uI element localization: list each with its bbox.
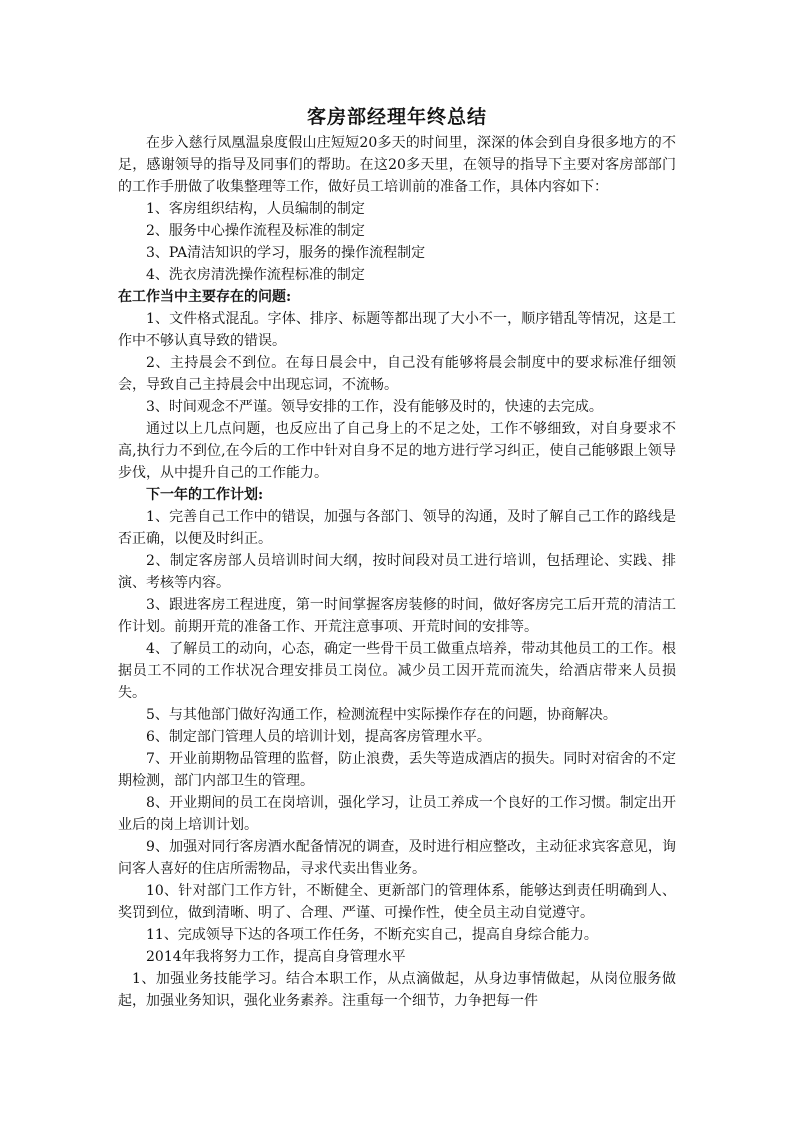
plan-item: 10、针对部门工作方针，不断健全、更新部门的管理体系，能够达到责任明确到人、奖罚到位，做到清晰、明了、合理、严谨、可操作性，使全员主动自觉遵守。 <box>118 883 676 921</box>
plan-item: 7、开业前期物品管理的监督，防止浪费，丢失等造成酒店的损失。同时对宿舍的不定期检测，部门内部卫生的管理。 <box>118 751 676 789</box>
goal-line: 2014年我将努力工作，提高自身管理水平 <box>146 949 406 965</box>
problem-item: 3、时间观念不严谨。领导安排的工作，没有能够及时的，快速的去完成。 <box>146 399 603 415</box>
document-page <box>118 104 676 1012</box>
document-title: 客房部经理年终总结 <box>306 106 487 128</box>
plan-item: 5、与其他部门做好沟通工作，检测流程中实际操作存在的问题，协商解决。 <box>146 707 617 723</box>
work-item: 3、PA清洁知识的学习，服务的操作流程制定 <box>146 245 426 261</box>
work-item: 4、洗衣房清洗操作流程标准的制定 <box>146 267 365 283</box>
intro-paragraph: 在步入慈行凤凰温泉度假山庄短短20多天的时间里，深深的体会到自身很多地方的不足，感谢领导的指导及同事们的帮助。在这20多天里，在领导的指导下主要对客房部部门的工作手册做了收集整理等工作，做好员工培训前的准备工作，具体内容如下： <box>118 135 676 195</box>
problem-item: 1、文件格式混乱。字体、排序、标题等都出现了大小不一，顺序错乱等情况，这是工作中不够认真导致的错误。 <box>118 311 676 349</box>
work-item: 2、服务中心操作流程及标准的制定 <box>146 223 365 239</box>
plan-item: 4、了解员工的动向，心态，确定一些骨干员工做重点培养，带动其他员工的工作。根据员工不同的工作状况合理安排员工岗位。减少员工因开荒而流失，给酒店带来人员损失。 <box>118 641 676 701</box>
problem-summary: 通过以上几点问题，也反应出了自己身上的不足之处，工作不够细致，对自身要求不高,执行力不到位,在今后的工作中针对自身不足的地方进行学习纠正，使自己能够跟上领导步伐，从中提升自己的工作能力。 <box>118 421 676 481</box>
plan-heading: 下一年的工作计划: <box>146 487 264 503</box>
plan-item: 2、制定客房部人员培训时间大纲，按时间段对员工进行培训，包括理论、实践、排演、考核等内容。 <box>118 553 676 591</box>
plan-item: 9、加强对同行客房酒水配备情况的调查，及时进行相应整改，主动征求宾客意见，询问客人喜好的住店所需物品，寻求代卖出售业务。 <box>118 839 676 877</box>
problems-heading: 在工作当中主要存在的问题: <box>118 289 292 305</box>
problem-item: 2、主持晨会不到位。在每日晨会中，自己没有能够将晨会制度中的要求标准仔细领会，导致自己主持晨会中出现忘词，不流畅。 <box>118 355 676 393</box>
goal-paragraph: 1、加强业务技能学习。结合本职工作，从点滴做起，从身边事情做起，从岗位服务做起，加强业务知识，强化业务素养。注重每一个细节，力争把每一件 <box>118 971 676 1009</box>
work-item: 1、客房组织结构，人员编制的制定 <box>146 201 365 217</box>
plan-item: 3、跟进客房工程进度，第一时间掌握客房装修的时间，做好客房完工后开荒的清洁工作计划。前期开荒的准备工作、开荒注意事项、开荒时间的安排等。 <box>118 597 676 635</box>
plan-item: 8、开业期间的员工在岗培训，强化学习，让员工养成一个良好的工作习惯。制定出开业后的岗上培训计划。 <box>118 795 676 833</box>
plan-item: 1、完善自己工作中的错误，加强与各部门、领导的沟通，及时了解自己工作的路线是否正确，以便及时纠正。 <box>118 509 676 547</box>
plan-item: 11、完成领导下达的各项工作任务，不断充实自己，提高自身综合能力。 <box>146 927 598 943</box>
plan-item: 6、制定部门管理人员的培训计划，提高客房管理水平。 <box>146 729 491 745</box>
